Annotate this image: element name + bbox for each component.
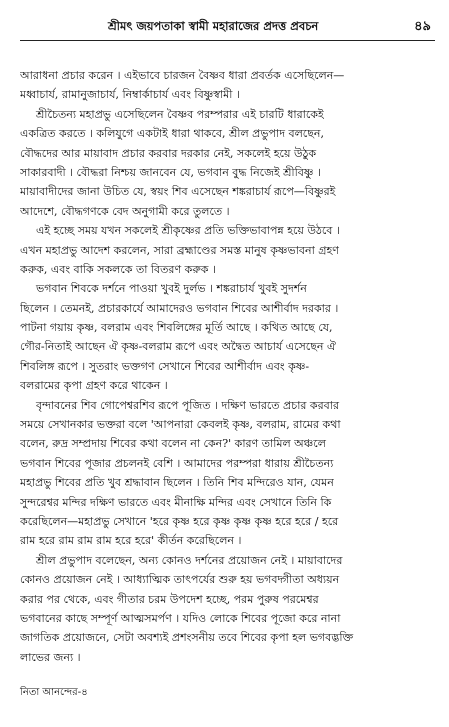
text-line: এখন মহাপ্রভু আদেশ করলেন, সারা ব্রহ্মাণ্ডের সমস্ত মানুষ কৃষ্ণভাবনা গ্রহণ [20, 243, 339, 257]
text-line: লাভের জন্য । [20, 650, 81, 664]
text-line: মহাপ্রভু শিবের প্রতি খুব শ্রদ্ধাবান ছিলেন । তিনি শিব মন্দিরেও যান, যেমন [20, 476, 334, 490]
body-text [20, 66, 435, 667]
text-line: গৌর-নিতাই আছেন ঐ কৃষ্ণ-বলরাম রূপে এবং অদ্বৈত আচার্য এসেছেন ঐ [20, 340, 336, 354]
text-line: শ্রীল প্রভুপাদ বলেছেন, অন্য কোনও দর্শনের প্রয়োজন নেই । মায়াবাদের [36, 553, 343, 567]
text-line: সুন্দরেশ্বর মন্দির দক্ষিণ ভারতে এবং মীনাক্ষি মন্দির এবং সেখানে তিনি কি [20, 495, 332, 509]
text-line: জাগতিক প্রয়োজনে, সেটা অবশ্যই প্রশংসনীয় তবে শিবের কৃপা হল ভগবদ্ভক্তি [20, 631, 354, 645]
text-line: শ্রীচৈতন্য মহাপ্রভু এসেছিলেন বৈষ্ণব পরম্পরার এই চারটি ধারাকেই [36, 107, 324, 121]
text-line: শিবলিঙ্গ রূপে । সুতরাং ভক্তগণ সেখানে শিবের আশীর্বাদ এবং কৃষ্ণ- [20, 359, 310, 373]
text-line: বলরামের কৃপা গ্রহণ করে থাকেন । [20, 379, 168, 393]
text-line: ভগবান শিবকে দর্শনে পাওয়া খুবই দুর্লভ । শঙ্করাচার্য খুবই সুদর্শন [36, 282, 307, 296]
header-title: শ্রীমৎ জয়পতাকা স্বামী মহারাজের প্রদত্ত প্রবচন [108, 19, 319, 33]
text-line: করেছিলেন—মহাপ্রভু সেখানে 'হরে কৃষ্ণ হরে কৃষ্ণ কৃষ্ণ কৃষ্ণ হরে হরে / হরে [20, 514, 339, 528]
text-line: এই হচ্ছে সময় যখন সকলেই শ্রীকৃষ্ণের প্রতি ভক্তিভাবাপন্ন হয়ে উঠবে । [36, 224, 340, 238]
text-line: ভগবানের কাছে সম্পূর্ণ আত্মসমর্পণ । যদিও লোকে শিবের পূজো করে নানা [20, 611, 341, 625]
text-line: একত্রিত করতে । কলিযুগে একটাই ধারা থাকবে, শ্রীল প্রভুপাদ বলছেন, [20, 127, 324, 141]
text-line: রাম হরে রাম রাম রাম হরে হরে' কীর্তন করেছিলেন । [20, 534, 242, 548]
text-line: বৃন্দাবনের শিব গোপেশ্বরশিব রূপে পূজিত । দক্ষিণ ভারতে প্রচার করবার [36, 398, 340, 412]
text-line: করার পর থেকে, এবং গীতার চরম উপদেশ হচ্ছে, পরম পুরুষ পরমেশ্বর [20, 592, 319, 606]
text-line: করুক, এবং বাকি সকলকে তা বিতরণ করুক । [20, 262, 216, 276]
text-line: মধ্বাচার্য, রামানুজাচার্য, নিম্বার্কাচার্য এবং বিষ্ণুস্বামী । [20, 88, 240, 102]
text-line: ছিলেন । তেমনই, প্রচারকার্যে আমাদেরও ভগবান শিবের আশীর্বাদ দরকার । [20, 301, 339, 315]
text-line: মায়াবাদীদের জানা উচিত যে, স্বয়ং শিব এসেছেন শঙ্করাচার্য রূপে—বিষ্ণুরই [20, 185, 336, 199]
text-line: ভগবান শিবের পূজার প্রচলনই বেশি । আমাদের পরম্পরা ধারায় শ্রীচৈতন্য [20, 456, 334, 470]
footer-signature: নিতা আনন্দের-৪ [20, 687, 88, 698]
running-header [20, 16, 435, 41]
text-line: কোনও প্রয়োজন নেই । আধ্যাত্মিক তাৎপর্যের শুরু হয় ভগবদ্গীতা অধ্যয়ন [20, 573, 340, 587]
text-line: সময়ে সেখানকার ভক্তরা বলে 'আপনারা কেবলই কৃষ্ণ, বলরাম, রামের কথা [20, 418, 341, 432]
text-line: পাটনা গয়ায় কৃষ্ণ, বলরাম এবং শিবলিঙ্গের মূর্তি আছে । কথিত আছে যে, [20, 321, 333, 335]
text-line: বৌদ্ধদের আর মায়াবাদ প্রচার করবার দরকার নেই, সকলেই হয়ে উঠুক [20, 146, 317, 160]
page-number: ৪৯ [414, 19, 431, 34]
text-line: সাকারবাদী । বৌদ্ধরা নিশ্চয় জানবেন যে, ভগবান বুদ্ধ নিজেই শ্রীবিষ্ণু । [20, 165, 321, 179]
text-line: আরাধনা প্রচার করেন । এইভাবে চারজন বৈষ্ণব ধারা প্রবর্তক এসেছিলেন— [20, 69, 345, 82]
text-line: আদেশে, বৌদ্ধগণকে বেদ অনুগামী করে তুলতে । [20, 204, 230, 218]
text-line: বলেন, রুদ্র সম্প্রদায় শিবের কথা বলেন না কেন?' কারণ তামিল অঞ্চলে [20, 437, 326, 451]
